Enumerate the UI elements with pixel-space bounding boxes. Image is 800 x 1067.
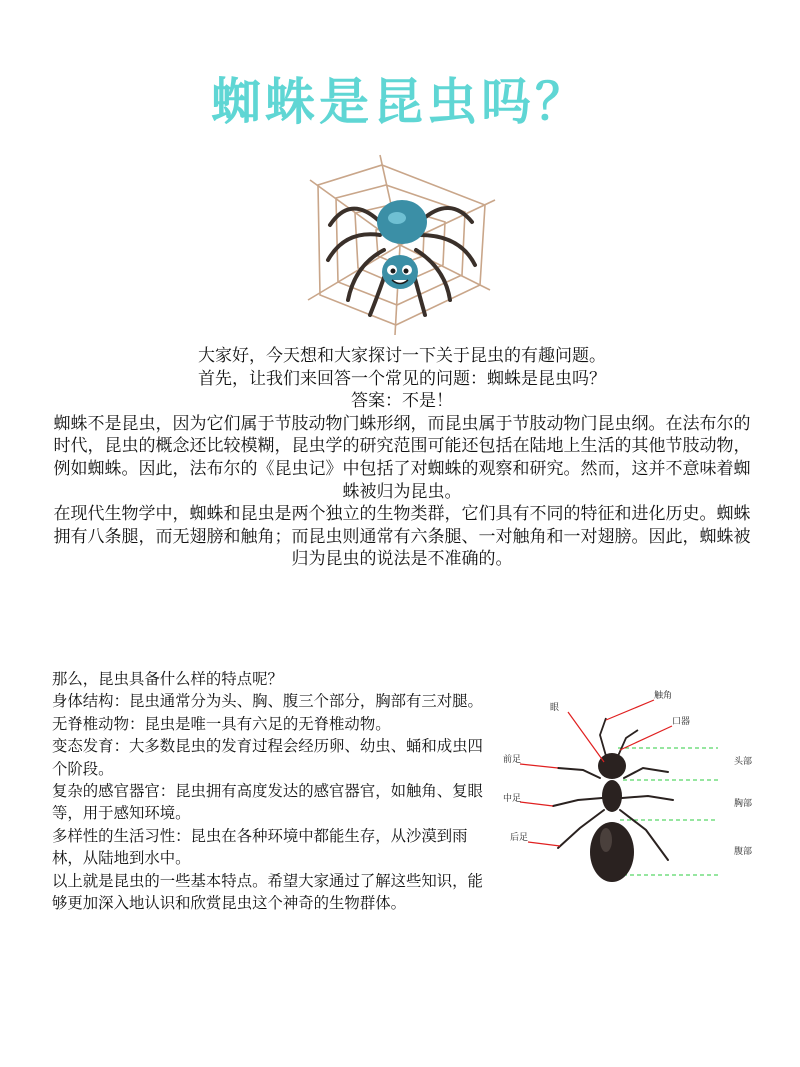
ant-thorax [602, 780, 622, 812]
feature-line: 那么，昆虫具备什么样的特点呢？ [52, 670, 283, 688]
ant-head [598, 753, 626, 779]
label-midleg: 中足 [503, 794, 522, 804]
label-thorax: 胸部 [734, 799, 753, 809]
label-mouthparts: 口器 [672, 717, 691, 727]
label-antenna: 触角 [654, 691, 673, 701]
spider-illustration [300, 150, 500, 340]
intro-line: 答案：不是！ [351, 391, 453, 412]
feature-line: 多样性的生活习性：昆虫在各种环境中都能生存，从沙漠到雨林，从陆地到水中。 [52, 826, 468, 868]
feature-line: 变态发育：大多数昆虫的发育过程会经历卵、幼虫、蛹和成虫四个阶段。 [52, 737, 483, 778]
intro-line: 蜘蛛不是昆虫，因为它们属于节肢动物门蛛形纲，而昆虫属于节肢动物门昆虫纲。在法布尔的时代，昆虫的概念还比较模糊，昆虫学的研究范围可能还包括在陆地上生活的其他节肢动物，例如蜘蛛。因此，法布尔的《昆虫记》中包括了对蜘蛛的观察和研究。然而，这并不意味着蜘蛛被归为昆虫。 [53, 413, 751, 502]
label-hindleg: 后足 [510, 833, 529, 843]
intro-text [52, 345, 752, 571]
label-pointers [520, 700, 672, 846]
insect-features-text [52, 668, 497, 914]
label-abdomen: 腹部 [734, 847, 753, 857]
feature-line: 无脊椎动物：昆虫是唯一具有六足的无脊椎动物。 [52, 714, 391, 733]
feature-line: 身体结构：昆虫通常分为头、胸、腹三个部分，胸部有三对腿。 [52, 692, 483, 711]
ant-anatomy-diagram [498, 680, 768, 890]
ant-antennae [600, 718, 638, 756]
feature-line: 复杂的感官器官：昆虫拥有高度发达的感官器官，如触角、复眼等，用于感知环境。 [52, 782, 483, 823]
spider-web [308, 155, 495, 335]
feature-line: 以上就是昆虫的一些基本特点。希望大家通过了解这些知识，能够更加深入地认识和欣赏昆虫这个神奇的生物群体。 [52, 871, 483, 913]
ant-abdomen [590, 822, 634, 882]
intro-line: 首先，让我们来回答一个常见的问题：蜘蛛是昆虫吗？ [198, 368, 606, 389]
intro-line: 大家好，今天想和大家探讨一下关于昆虫的有趣问题。 [198, 346, 606, 366]
intro-line: 在现代生物学中，蜘蛛和昆虫是两个独立的生物类群，它们具有不同的特征和进化历史。蜘蛛拥有八条腿，而无翅膀和触角；而昆虫则通常有六条腿、一对触角和一对翅膀。因此，蜘蛛被归为昆虫的说法是不准确的。 [53, 504, 751, 570]
label-head: 头部 [734, 757, 753, 767]
label-eye: 眼 [550, 703, 560, 713]
label-foreleg: 前足 [503, 755, 522, 765]
page-title: 蜘蛛是昆虫吗？ [211, 73, 589, 131]
